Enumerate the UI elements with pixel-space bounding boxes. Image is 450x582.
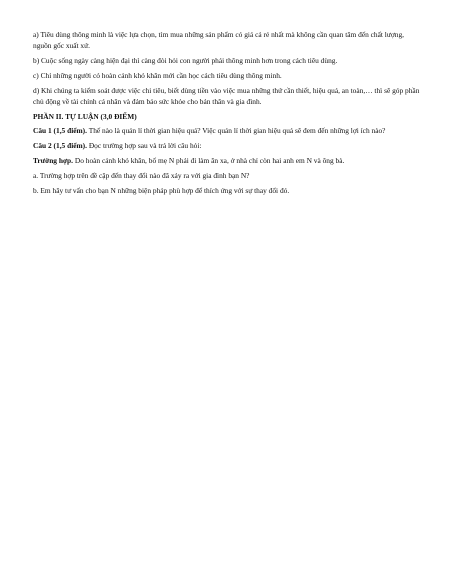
part2-heading: PHẦN II. TỰ LUẬN (3,0 ĐIỂM)	[33, 111, 137, 121]
statement-a: a) Tiêu dùng thông minh là việc lựa chọn, tìm mua những sản phẩm có giá cả rẻ nhất mà không cần quan tâm đến chất lượng, nguồn gốc xuất xứ.	[33, 30, 404, 51]
question-1	[33, 125, 421, 136]
case-text: Do hoàn cảnh khó khăn, bố mẹ N phải đi làm ăn xa, ở nhà chỉ còn hai anh em N và ông bà.	[73, 155, 345, 165]
subquestion-a: a. Trường hợp trên đề cập đến thay đổi nào đã xảy ra với gia đình bạn N?	[33, 170, 250, 180]
statement-d: d) Khi chúng ta kiểm soát được việc chi tiêu, biết dùng tiền vào việc mua những thứ cần thiết, hiệu quả, an toàn,… thì sẽ góp phần chủ động về tài chính cá nhân và đảm bảo sức khỏe cho bản thân và gia đình.	[33, 85, 420, 106]
question-2-text: Đọc trường hợp sau và trả lời câu hỏi:	[87, 141, 202, 151]
statement-c: c) Chỉ những người có hoàn cảnh khó khăn mới cần học cách tiêu dùng thông minh.	[33, 70, 282, 80]
statement-b: b) Cuộc sống ngày càng hiện đại thì càng đòi hỏi con người phải thông minh hơn trong cách tiêu dùng.	[33, 56, 338, 65]
question-2	[33, 140, 421, 151]
question-1-text: Thế nào là quản lí thời gian hiệu quả? Việc quản lí thời gian hiệu quả sẽ đem đến những lợi ích nào?	[87, 126, 386, 136]
question-2-label: Câu 2 (1,5 điểm).	[33, 141, 87, 151]
case-label: Trường hợp.	[33, 155, 74, 165]
subquestion-b: b. Em hãy tư vấn cho bạn N những biện pháp phù hợp để thích ứng với sự thay đổi đó.	[33, 185, 290, 195]
case-paragraph	[33, 155, 421, 166]
question-1-label: Câu 1 (1,5 điểm).	[33, 126, 87, 136]
document-page	[33, 29, 421, 199]
